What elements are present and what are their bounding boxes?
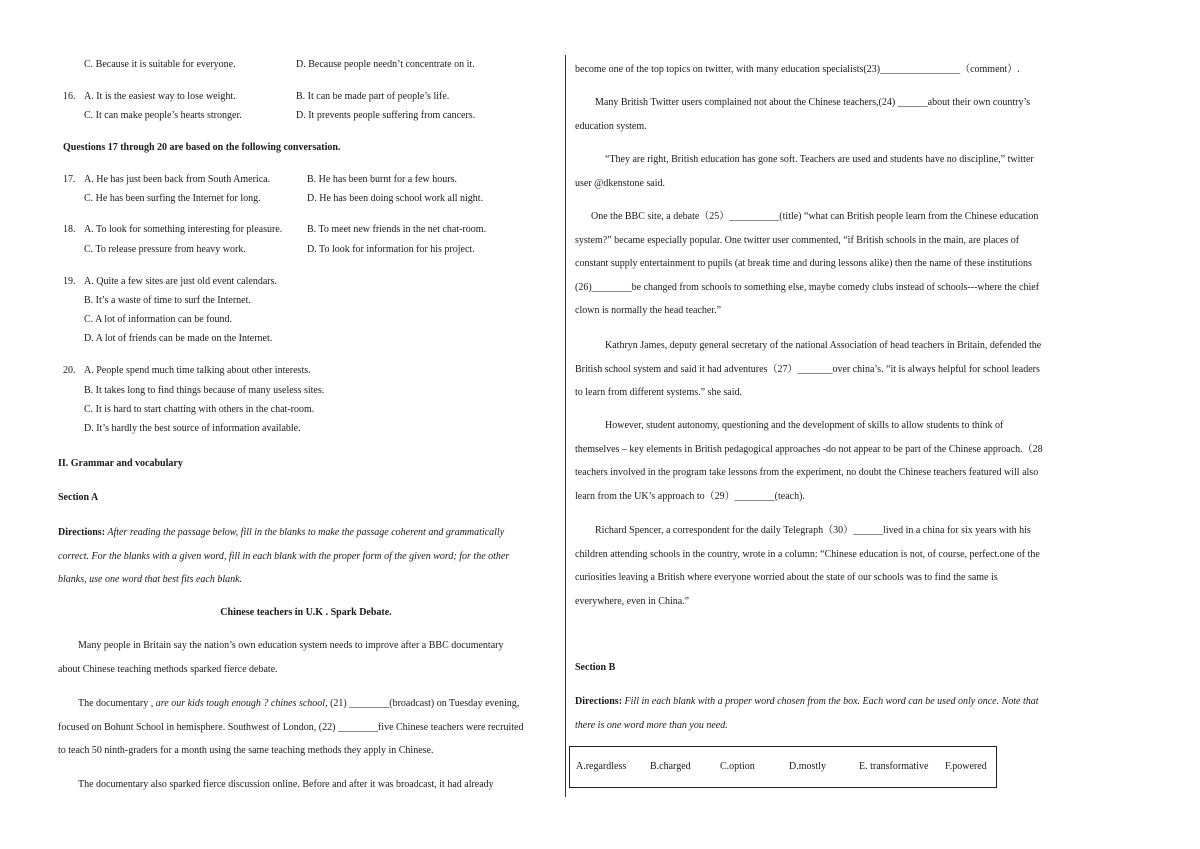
q20-option-c: C. It is hard to start chatting with others in the chat-room. bbox=[84, 404, 315, 415]
q20-option-a: A. People spend much time talking about other interests. bbox=[84, 365, 311, 376]
q15-option-c: C. Because it is suitable for everyone. bbox=[84, 59, 236, 70]
word-option-e: E. transformative bbox=[859, 761, 929, 772]
section-b-directions: Directions: Fill in each blank with a proper word chosen from the box. Each word can be used only once. Note that there is one word more than you need. bbox=[575, 696, 1039, 731]
word-option-d: D.mostly bbox=[789, 761, 826, 772]
passage-continuation: become one of the top topics on twitter, with many education specialists(23)________________（comment）. bbox=[575, 64, 1020, 75]
q19-option-b: B. It’s a waste of time to surf the Internet. bbox=[84, 295, 251, 306]
word-box bbox=[569, 746, 997, 788]
passage-title: Chinese teachers in U.K . Spark Debate. bbox=[220, 607, 392, 618]
q19-number: 19. bbox=[63, 276, 76, 287]
q18-option-a: A. To look for something interesting for pleasure. bbox=[84, 224, 283, 235]
q20-number: 20. bbox=[63, 365, 76, 376]
q20-option-b: B. It takes long to find things because of many useless sites. bbox=[84, 385, 325, 396]
passage-paragraph-7: Kathryn James, deputy general secretary of the national Association of head teachers in Britain, defended the British school system and said it had adventures（27）_______over china’s. “it is always helpful for school leaders to learn from different systems.” she said. bbox=[575, 340, 1042, 398]
q19-option-a: A. Quite a few sites are just old event calendars. bbox=[84, 276, 277, 287]
q17-option-d: D. He has been doing school work all night. bbox=[307, 193, 484, 204]
q16-option-c: C. It can make people’s hearts stronger. bbox=[84, 110, 242, 121]
q16-option-b: B. It can be made part of people’s life. bbox=[296, 91, 450, 102]
passage-paragraph-2: The documentary , are our kids tough enough ? chines school, (21) ________(broadcast) on Tuesday evening, focused on Bohunt School in hemisphere. Southwest of London, (22) ________five Chinese teachers were recruited to teach 50 ninth-graders for a month using the same teaching methods they apply in Chinese. bbox=[58, 698, 524, 756]
passage-paragraph-4: Many British Twitter users complained not about the Chinese teachers,(24) ______about their own country’s education system. bbox=[575, 97, 1031, 132]
directions-label: Directions: bbox=[575, 696, 623, 707]
section-a-directions: Directions: After reading the passage below, fill in the blanks to make the passage coherent and grammatically correct. For the blanks with a given word, fill in each blank with the proper form of the given word; for the other blanks, use one word that best fits each blank. bbox=[58, 527, 510, 585]
documentary-title: are our kids tough enough ? chines school, bbox=[155, 698, 328, 709]
q18-option-b: B. To meet new friends in the net chat-room. bbox=[307, 224, 487, 235]
q17-option-a: A. He has just been back from South America. bbox=[84, 174, 271, 185]
column-divider bbox=[565, 55, 566, 797]
word-option-b: B.charged bbox=[650, 761, 691, 772]
q17-number: 17. bbox=[63, 174, 76, 185]
q19-option-c: C. A lot of information can be found. bbox=[84, 314, 233, 325]
word-option-c: C.option bbox=[720, 761, 755, 772]
q17-option-c: C. He has been surfing the Internet for long. bbox=[84, 193, 261, 204]
q18-option-d: D. To look for information for his project. bbox=[307, 244, 475, 255]
passage-paragraph-6: One the BBC site, a debate（25）__________(title) “what can British people learn from the Chinese education system?” became especially popular. One twitter user commented, “if British schools in the main, are places of constant supply entertainment to pupils (at break time and during lessons alike) then the name of these institutions (26)________be changed from schools to something else, maybe comedy clubs instead of schools---where the chief clown is normally the head teacher.” bbox=[575, 211, 1040, 316]
section-b-heading: Section B bbox=[575, 662, 616, 673]
conversation-heading: Questions 17 through 20 are based on the following conversation. bbox=[63, 142, 341, 153]
passage-paragraph-9: Richard Spencer, a correspondent for the daily Telegraph（30）______lived in a china for six years with his children attending schools in the country, wrote in a column: “Chinese education is not, of course, perfect.one of the curiosities leaving a British where everyone worried about the state of our schools was to find the same is everywhere, even in China.” bbox=[575, 525, 1040, 607]
q18-number: 18. bbox=[63, 224, 76, 235]
directions-label: Directions: bbox=[58, 527, 106, 538]
q15-option-d: D. Because people needn’t concentrate on it. bbox=[296, 59, 475, 70]
passage-paragraph-1: Many people in Britain say the nation’s own education system needs to improve after a BBC documentary about Chinese teaching methods sparked fierce debate. bbox=[58, 640, 504, 675]
q16-option-d: D. It prevents people suffering from cancers. bbox=[296, 110, 476, 121]
section-a-heading: Section A bbox=[58, 492, 99, 503]
passage-paragraph-3: The documentary also sparked fierce discussion online. Before and after it was broadcast, it had already bbox=[78, 779, 494, 790]
q16-number: 16. bbox=[63, 91, 76, 102]
q19-option-d: D. A lot of friends can be made on the Internet. bbox=[84, 333, 273, 344]
q20-option-d: D. It’s hardly the best source of information available. bbox=[84, 423, 301, 434]
word-option-a: A.regardless bbox=[576, 761, 627, 772]
q16-option-a: A. It is the easiest way to lose weight. bbox=[84, 91, 236, 102]
q18-option-c: C. To release pressure from heavy work. bbox=[84, 244, 246, 255]
passage-paragraph-5: “They are right, British education has gone soft. Teachers are used and students have no discipline,” twitter user @dkenstone said. bbox=[575, 154, 1034, 189]
q17-option-b: B. He has been burnt for a few hours. bbox=[307, 174, 457, 185]
word-option-f: F.powered bbox=[945, 761, 987, 772]
passage-paragraph-8: However, student autonomy, questioning and the development of skills to allow students to think of themselves – key elements in British pedagogical approaches -do not appear to be part of the Chinese approach.（28 teachers involved in the program take lessons from the experiment, no doubt the Chinese teachers featured will also learn from the UK’s approach to（29）________(teach). bbox=[575, 420, 1043, 502]
part-2-heading: II. Grammar and vocabulary bbox=[58, 458, 183, 469]
